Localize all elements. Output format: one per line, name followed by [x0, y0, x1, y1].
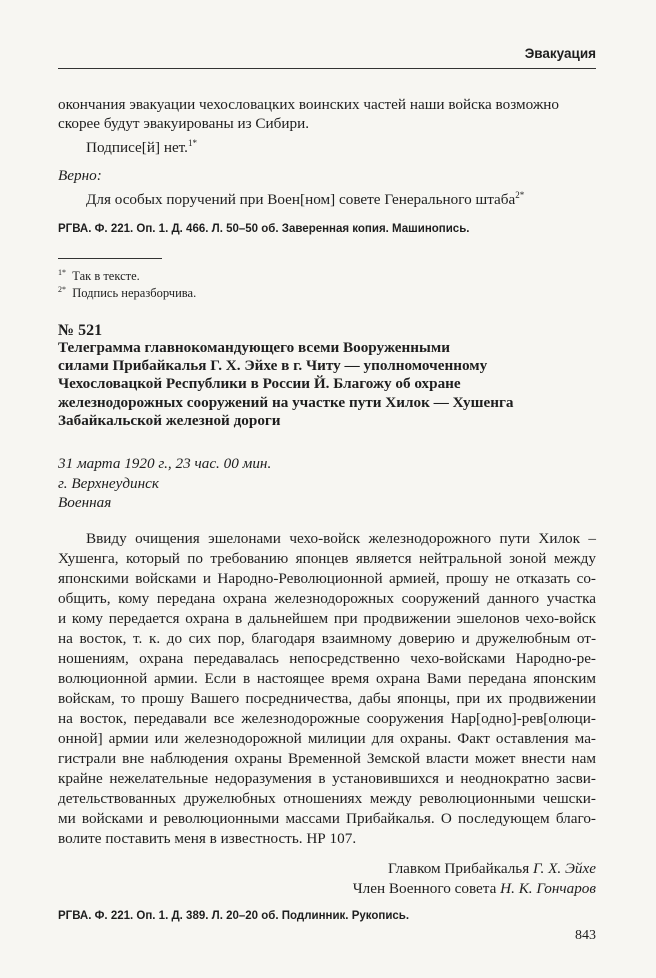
- body-line-text: Хушенга, который по требованию японцев является нейтральной зоной между: [58, 550, 596, 567]
- body-line-text: волите поставить меня в известность. НР 107.: [58, 830, 357, 847]
- body-line-text: волюционной армии. Если в настоящее время охрана Вами передана японским: [58, 670, 596, 687]
- body-line: [58, 589, 596, 609]
- signature-1-name: Г. Х. Эйхе: [533, 860, 596, 877]
- body-line: [58, 769, 596, 789]
- body-line-text: на восток, т. к. до сих пор, благодаря взаимному доверию и дружелюбным от-: [58, 630, 596, 647]
- footnote-1-text: Так в тексте.: [72, 269, 140, 284]
- signature-2: [353, 879, 596, 899]
- body-line: [58, 709, 596, 729]
- page-number: 843: [575, 928, 596, 943]
- title-line-3: Чехословацкой Республики в России Й. Благожу об охране: [58, 375, 461, 393]
- document-place: г. Верхнеудинск: [58, 475, 159, 492]
- title-line-4: железнодорожных сооружений на участке пути Хилок — Хушенга: [58, 393, 514, 411]
- body-line: [58, 569, 596, 589]
- verno-label: Верно:: [58, 167, 102, 184]
- document-date: 31 марта 1920 г., 23 час. 00 мин.: [58, 455, 272, 472]
- prev-line-1: окончания эвакуации чехословацких воинских частей наши войска возможно: [58, 96, 560, 113]
- body-line-text: войскам, то прошу Вашего посредничества, дабы японцы, при их продвижении: [58, 690, 596, 707]
- title-line-2: силами Прибайкалья Г. Х. Эйхе в г. Читу — уполномоченному: [58, 357, 488, 375]
- signature-2-title: Член Военного совета: [352, 880, 501, 897]
- body-line: [58, 649, 596, 669]
- footnote-1-mark: 1*: [58, 268, 66, 277]
- body-line-text: и кому передается охрана в дальнейшем при продвижении эшелонов чехо-войск: [58, 610, 596, 627]
- body-line-text: детельствованных дружелюбных отношениях между революционными чешски-: [58, 790, 596, 807]
- body-line: [58, 829, 356, 849]
- footnote-2: [58, 282, 196, 301]
- body-line-text: японскими войсками и Народно-Революционной армией, прошу не отказать со-: [58, 570, 596, 587]
- body-line: [58, 689, 596, 709]
- title-line-5: Забайкальской железной дороги: [58, 411, 281, 429]
- body-line: [58, 809, 596, 829]
- title-line-1: Телеграмма главнокомандующего всеми Вооруженными: [58, 339, 450, 356]
- signature-1-title: Главком Прибайкалья: [387, 860, 534, 877]
- body-line: [86, 529, 596, 549]
- body-line: [58, 669, 596, 689]
- prev-signed: [86, 134, 197, 158]
- footnote-ref-1: 1*: [187, 138, 197, 148]
- footnote-2-text: Подпись неразборчива.: [72, 286, 197, 301]
- body-line-text: онной] армии или железнодорожной милиции для охраны. Факт оставления ма-: [58, 730, 596, 747]
- body-line-text: общить, кому передана охрана железнодорожных сооружений данного участка: [58, 590, 596, 607]
- footnote-2-mark: 2*: [58, 285, 66, 294]
- verno-text-body: Для особых поручений при Воен[ном] совете Генерального штаба: [86, 191, 516, 209]
- body-line: [58, 789, 596, 809]
- document-kind: Военная: [58, 494, 112, 511]
- body-line: [58, 609, 596, 629]
- prev-signed-text: Подписе[й] нет.: [86, 139, 188, 157]
- body-line-text: Ввиду очищения эшелонами чехо-войск железнодорожного пути Хилок –: [86, 530, 596, 547]
- running-header-title: Эвакуация: [524, 46, 596, 61]
- signature-1: [388, 859, 596, 879]
- footnote-ref-2: 2*: [515, 190, 525, 200]
- document-source-note: РГВА. Ф. 221. Оп. 1. Д. 389. Л. 20–20 об. Подлинник. Рукопись.: [58, 910, 410, 922]
- body-line-text: ношениям, охрана передавалась непосредственно чехо-войсками Народно-ре-: [58, 650, 596, 667]
- footnote-rule: [58, 258, 162, 259]
- body-line-text: ми войсками и революционными массами Прибайкалья. О последующем благо-: [58, 810, 596, 827]
- prev-source-note: РГВА. Ф. 221. Оп. 1. Д. 466. Л. 50–50 об. Заверенная копия. Машинопись.: [58, 223, 470, 235]
- body-line-text: гистрали вне наблюдения охраны Временной Земской власти может внести нам: [58, 750, 596, 767]
- verno-text: [86, 186, 524, 210]
- signature-2-name: Н. К. Гончаров: [500, 880, 596, 897]
- document-number: № 521: [58, 322, 103, 339]
- body-line-text: на восток, передавали все железнодорожные сооружения Нар[одно]-рев[олюци-: [58, 710, 596, 727]
- body-line: [58, 729, 596, 749]
- body-line-text: крайне нежелательные недоразумения в установившихся и неоднократно засви-: [58, 770, 596, 787]
- body-line: [58, 749, 596, 769]
- document-title: [58, 339, 596, 430]
- body-line: [58, 629, 596, 649]
- prev-line-2: скорее будут эвакуированы из Сибири.: [58, 115, 310, 132]
- running-header: [58, 40, 596, 69]
- body-line: [58, 549, 596, 569]
